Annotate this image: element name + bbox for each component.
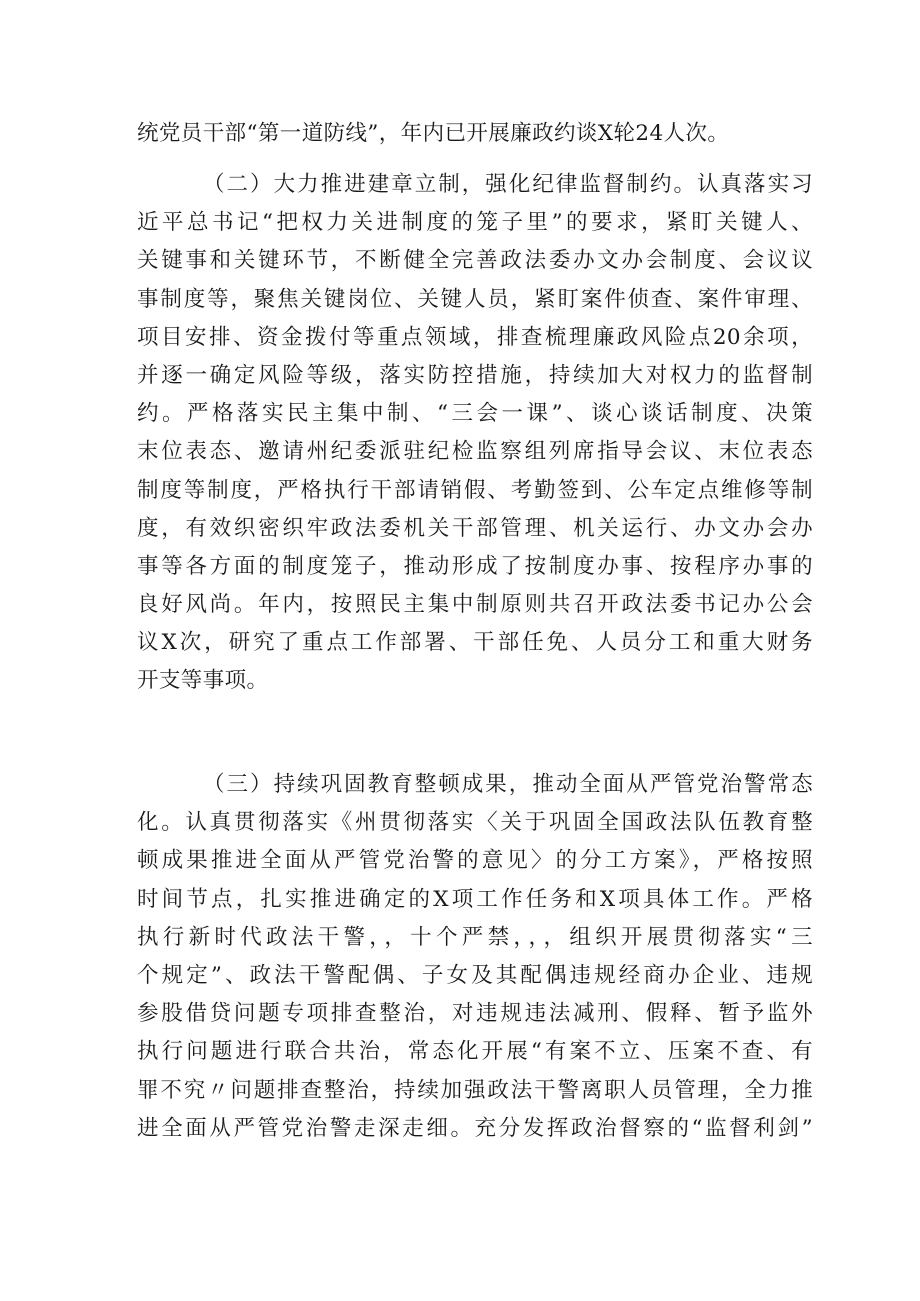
text-line: 事等各方面的制度笼子，推动形成了按制度办事、按程序办事的 — [137, 553, 813, 579]
text-line: 开支等事项。 — [137, 668, 269, 694]
text-line: （三）持续巩固教育整顿成果，推动全面从严管党治警常态 — [203, 772, 813, 797]
text-line: 近平总书记“把权力关进制度的笼子里”的要求，紧盯关键人、 — [137, 210, 813, 236]
text-line: 度，有效织密织牢政法委机关干部管理、机关运行、办文办会办 — [137, 515, 813, 541]
paragraph-section-3 — [137, 766, 813, 1148]
text-line: 参股借贷问题专项排查整治，对违规违法减刑、假释、暂予监外 — [137, 1001, 813, 1027]
text-line: 执行问题进行联合共治，常态化开展“有案不立、压案不查、有 — [137, 1039, 813, 1065]
text-line: 化。认真贯彻落实《州贯彻落实〈关于巩固全国政法队伍教育整 — [137, 810, 813, 836]
text-line: 项目安排、资金拨付等重点领域，排查梳理廉政风险点20余项， — [137, 324, 813, 350]
text-line: 议X次，研究了重点工作部署、干部任免、人员分工和重大财务 — [137, 630, 813, 656]
text-line: 罪不究〃问题排查整治，持续加强政法干警离职人员管理，全力推 — [137, 1077, 813, 1103]
text-line: 统党员干部“第一道防线”，年内已开展廉政约谈X轮24人次。 — [137, 121, 730, 146]
paragraph-intro — [137, 115, 813, 153]
text-line: 关键事和关键环节，不断健全完善政法委办文办会制度、会议议 — [137, 248, 813, 274]
text-line: 顿成果推进全面从严管党治警的意见〉的分工方案》，严格按照 — [137, 848, 813, 874]
text-line: 进全面从严管党治警走深走细。充分发挥政治督察的“监督利剑” — [137, 1115, 813, 1141]
text-line: 良好风尚。年内，按照民主集中制原则共召开政法委书记办公会 — [137, 592, 813, 618]
text-line: 制度等制度，严格执行干部请销假、考勤签到、公车定点维修等制 — [137, 477, 813, 503]
text-line: 约。严格落实民主集中制、“三会一课”、谈心谈话制度、决策 — [137, 401, 813, 427]
text-line: 执行新时代政法干警，，十个严禁，，，组织开展贯彻落实“三 — [137, 924, 813, 950]
paragraph-section-2 — [137, 166, 813, 701]
text-line: 末位表态、邀请州纪委派驻纪检监察组列席指导会议、末位表态 — [137, 439, 813, 465]
text-line: 事制度等，聚焦关键岗位、关键人员，紧盯案件侦查、案件审理、 — [137, 286, 813, 312]
text-line: （二）大力推进建章立制，强化纪律监督制约。认真落实习 — [203, 172, 813, 197]
text-line: 个规定”、政法干警配偶、子女及其配偶违规经商办企业、违规 — [137, 962, 813, 988]
text-line: 并逐一确定风险等级，落实防控措施，持续加大对权力的监督制 — [137, 362, 813, 388]
text-line: 时间节点，扎实推进确定的X项工作任务和X项具体工作。严格 — [137, 886, 813, 912]
